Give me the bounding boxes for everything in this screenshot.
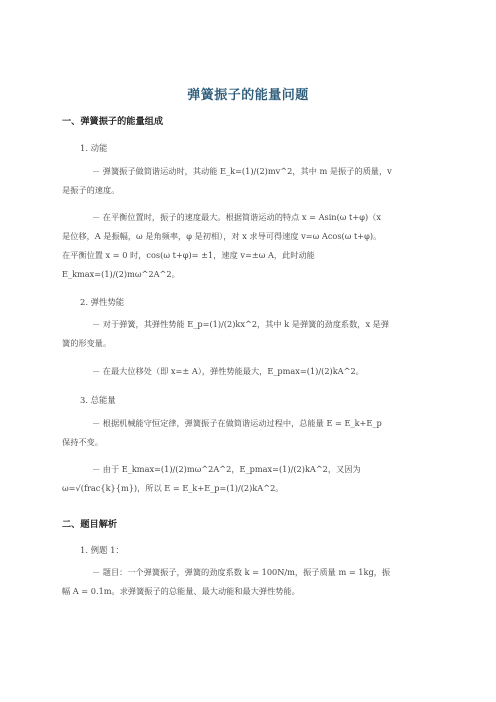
paragraph-kinetic-energy-formula	[62, 162, 434, 200]
paragraph-potential-energy-formula	[62, 315, 434, 353]
paragraph-total-energy-derivation	[62, 460, 434, 498]
text-line: 簧的形变量。	[62, 338, 112, 348]
text-line: 是位移，A 是振幅，ω 是角频率，φ 是初相），对 x 求导可得速度 v=ω Acos(ω t+φ)。	[62, 231, 382, 241]
text-line: 幅 A = 0.1m。求弹簧振子的总能量、最大动能和最大弹性势能。	[62, 586, 300, 596]
page-title: 弹簧振子的能量问题	[187, 88, 309, 103]
paragraph-potential-energy-max	[62, 362, 434, 381]
text-line: － 根据机械能守恒定律，弹簧振子在做简谐运动过程中，总能量 E = E_k+E_p	[92, 418, 382, 428]
text-line: 是振子的速度。	[62, 185, 120, 195]
paragraph-example-1-question	[62, 563, 434, 601]
text-line: － 题目：一个弹簧振子，弹簧的劲度系数 k = 100N/m，振子质量 m = 1kg，振	[92, 567, 391, 577]
section-heading-problem-analysis: 二、题目解析	[62, 519, 118, 530]
text-line: － 在平衡位置时，振子的速度最大。根据简谐运动的特点 x = Asin(ω t+φ)（x	[92, 212, 381, 222]
text-line: － 在最大位移处（即 x=± A），弹性势能最大，E_pmax=(1)/(2)kA^2。	[92, 366, 364, 376]
subheading-kinetic-energy: 1. 动能	[80, 143, 108, 153]
text-line: － 弹簧振子做简谐运动时，其动能 E_k=(1)/(2)mv^2，其中 m 是振子的质量，v	[92, 166, 392, 176]
text-line: ω=√(frac{k}{m})，所以 E = E_k+E_p=(1)/(2)kA^2。	[62, 483, 284, 493]
text-line: E_kmax=(1)/(2)mω^2A^2。	[62, 269, 180, 279]
paragraph-energy-conservation	[62, 414, 434, 452]
text-line: － 由于 E_kmax=(1)/(2)mω^2A^2，E_pmax=(1)/(2)kA^2，又因为	[92, 464, 361, 474]
paragraph-kinetic-energy-max	[62, 208, 434, 284]
subheading-total-energy: 3. 总能量	[80, 395, 116, 405]
subheading-example-1: 1. 例题 1：	[80, 545, 124, 555]
section-heading-energy-composition: 一、弹簧振子的能量组成	[62, 116, 164, 127]
subheading-elastic-potential-energy: 2. 弹性势能	[80, 297, 125, 307]
text-line: － 对于弹簧，其弹性势能 E_p=(1)/(2)kx^2，其中 k 是弹簧的劲度系数，x 是弹	[92, 319, 390, 329]
text-line: 保持不变。	[62, 437, 103, 447]
text-line: 在平衡位置 x = 0 时，cos(ω t+φ)= ±1，速度 v=±ω A，此时动能	[62, 250, 315, 260]
